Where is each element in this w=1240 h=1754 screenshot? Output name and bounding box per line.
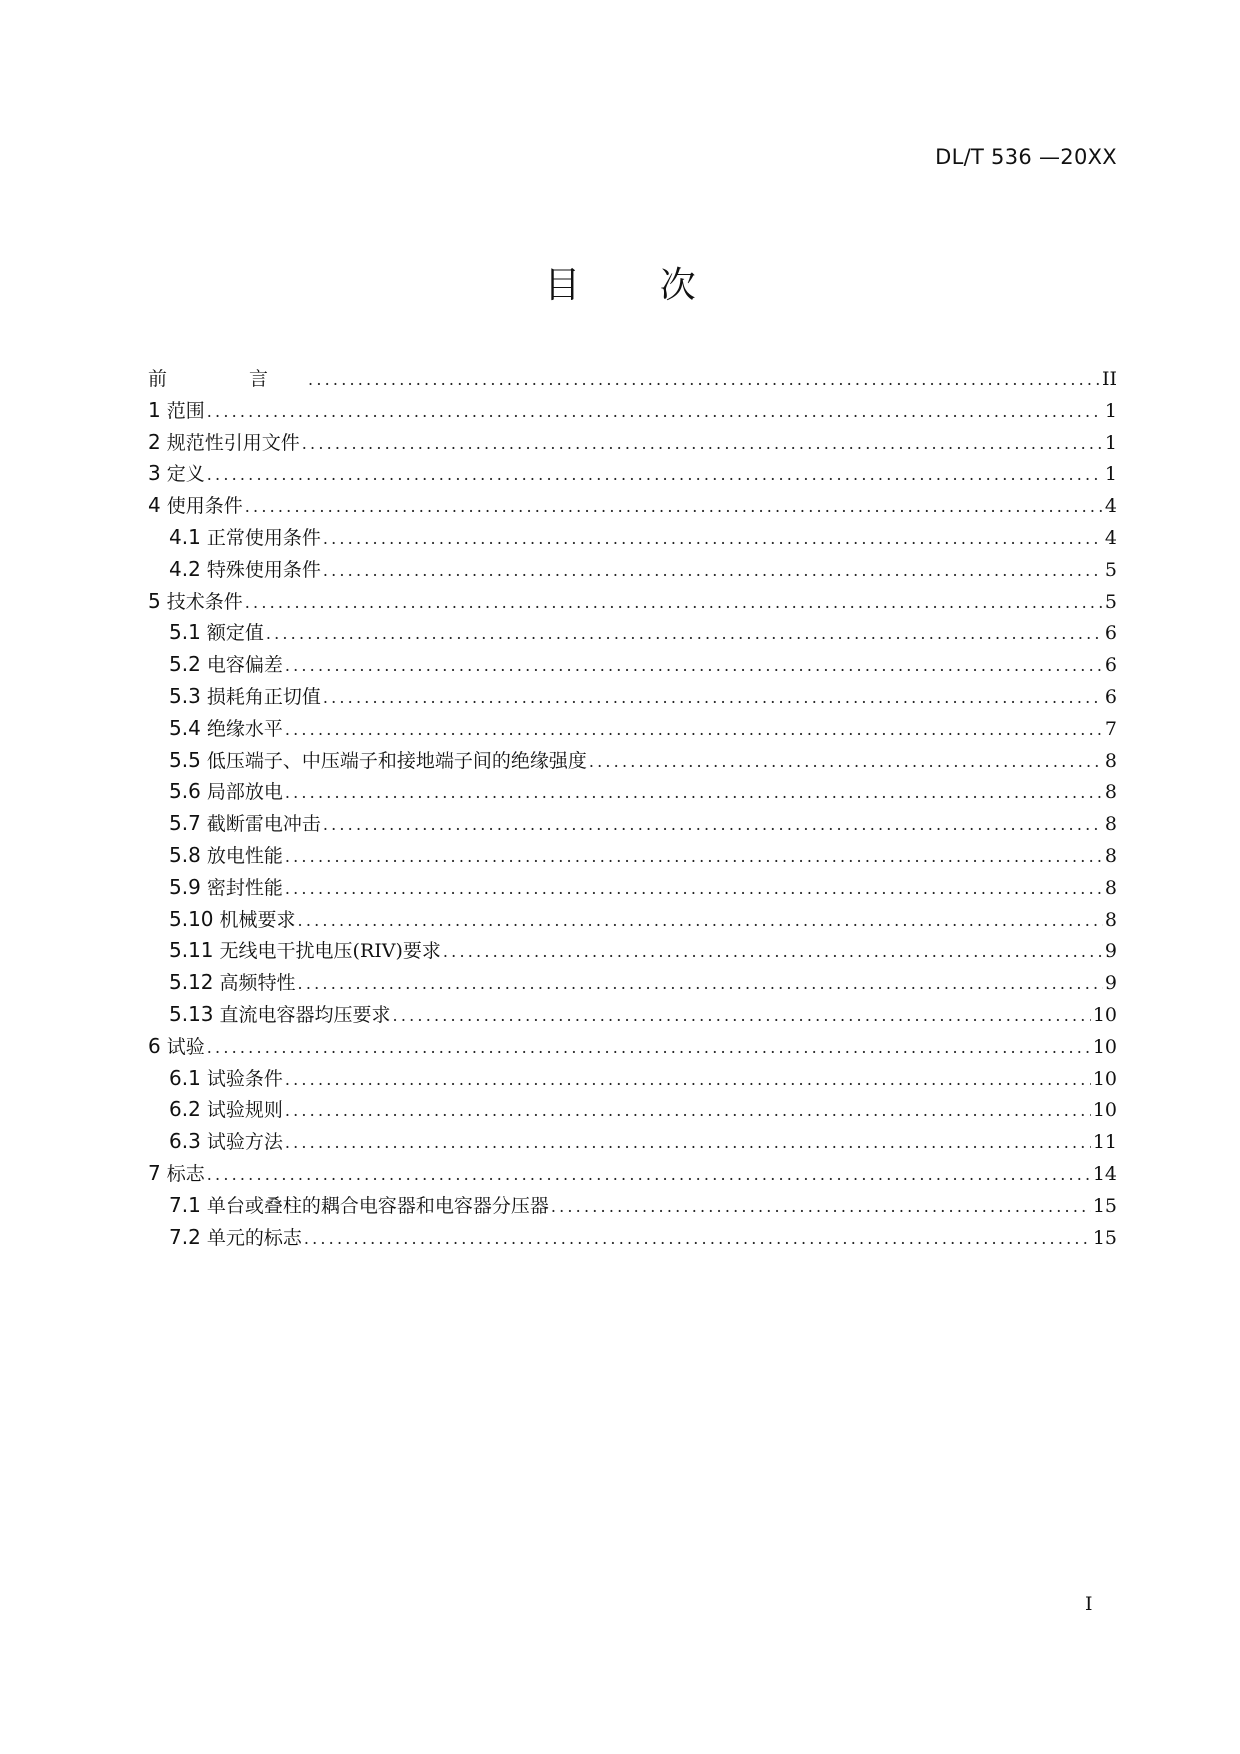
dot-leader xyxy=(308,370,1100,389)
toc-entry-title: 试验方法 xyxy=(206,1131,283,1154)
dot-leader xyxy=(589,752,1103,771)
toc-entry-number: 1 xyxy=(148,397,161,422)
toc-entry[interactable] xyxy=(148,364,1117,396)
toc-entry-number: 5.7 xyxy=(169,811,201,836)
toc-entry[interactable] xyxy=(148,841,1117,873)
toc-entry-number: 5.11 xyxy=(169,938,214,963)
toc-entry-title: 试验条件 xyxy=(206,1067,283,1090)
toc-entry-page: 8 xyxy=(1104,844,1117,867)
dot-leader xyxy=(285,656,1103,675)
toc-entry-number: 4.1 xyxy=(169,524,201,549)
toc-entry[interactable] xyxy=(148,618,1117,650)
toc-entry[interactable] xyxy=(148,555,1117,587)
toc-entry-number: 5.5 xyxy=(169,747,201,772)
toc-entry[interactable] xyxy=(148,1032,1117,1064)
dot-leader xyxy=(298,911,1103,930)
toc-entry-page: 4 xyxy=(1104,495,1117,518)
dot-leader xyxy=(285,879,1103,898)
toc-entry[interactable] xyxy=(148,682,1117,714)
toc-entry-title: 正常使用条件 xyxy=(206,526,321,549)
toc-entry-number: 3 xyxy=(148,461,161,486)
toc-entry-number: 5.12 xyxy=(169,970,214,995)
toc-entry-page: 11 xyxy=(1092,1131,1117,1154)
toc-entry-number: 5.3 xyxy=(169,683,201,708)
toc-entry[interactable] xyxy=(148,777,1117,809)
toc-entry-title: 单台或叠柱的耦合电容器和电容器分压器 xyxy=(206,1194,549,1217)
dot-leader xyxy=(323,815,1103,834)
toc-entry-page: 9 xyxy=(1104,940,1117,963)
toc-entry[interactable] xyxy=(148,1000,1117,1032)
dot-leader xyxy=(285,847,1103,866)
toc-entry[interactable] xyxy=(148,905,1117,937)
toc-entry-title: 试验 xyxy=(166,1035,205,1058)
dot-leader xyxy=(323,529,1103,548)
dot-leader xyxy=(551,1197,1091,1216)
toc-entry[interactable] xyxy=(148,428,1117,460)
toc-entry-page: 7 xyxy=(1104,717,1117,740)
dot-leader xyxy=(323,561,1103,580)
toc-entry-page: 8 xyxy=(1104,876,1117,899)
toc-entry-page: 15 xyxy=(1092,1226,1117,1249)
toc-entry[interactable] xyxy=(148,650,1117,682)
toc-entry-page: 8 xyxy=(1104,908,1117,931)
toc-entry-number: 5.6 xyxy=(169,779,201,804)
toc-entry-page: 8 xyxy=(1104,749,1117,772)
toc-entry-title: 特殊使用条件 xyxy=(206,558,321,581)
toc-entry-number: 5.4 xyxy=(169,715,201,740)
toc-entry-number: 4.2 xyxy=(169,556,201,581)
standard-code: DL/T 536 —20XX xyxy=(935,145,1117,169)
toc-entry[interactable] xyxy=(148,809,1117,841)
toc-entry-title: 高频特性 xyxy=(219,972,296,995)
dot-leader xyxy=(302,434,1103,453)
toc-entry-title: 直流电容器均压要求 xyxy=(219,1003,391,1026)
toc-entry-page: 1 xyxy=(1104,431,1117,454)
dot-leader xyxy=(285,720,1103,739)
toc-entry-page: 5 xyxy=(1104,590,1117,613)
toc-entry-title: 试验规则 xyxy=(206,1099,283,1122)
toc-entry-title: 定义 xyxy=(166,463,205,486)
toc-entry-title: 技术条件 xyxy=(166,590,243,613)
toc-entry-number: 6.1 xyxy=(169,1065,201,1090)
toc-entry-number: 6.3 xyxy=(169,1129,201,1154)
toc-entry-title: 规范性引用文件 xyxy=(166,431,300,454)
toc-entry-page: 6 xyxy=(1104,654,1117,677)
dot-leader xyxy=(207,402,1103,421)
toc-entry-page: 6 xyxy=(1104,622,1117,645)
toc-entry[interactable] xyxy=(148,459,1117,491)
toc-entry[interactable] xyxy=(148,968,1117,1000)
toc-entry-page: 10 xyxy=(1092,1099,1117,1122)
table-of-contents xyxy=(148,364,1117,1254)
toc-entry-title: 额定值 xyxy=(206,622,264,645)
toc-entry-number: 5.2 xyxy=(169,652,201,677)
toc-entry[interactable] xyxy=(148,1223,1117,1255)
toc-entry-number: 7.2 xyxy=(169,1224,201,1249)
dot-leader xyxy=(393,1006,1091,1025)
toc-entry[interactable] xyxy=(148,523,1117,555)
toc-entry[interactable] xyxy=(148,1095,1117,1127)
toc-entry[interactable] xyxy=(148,746,1117,778)
toc-entry-title: 标志 xyxy=(166,1162,205,1185)
toc-entry-number: 7 xyxy=(148,1160,161,1185)
toc-entry-page: 14 xyxy=(1092,1162,1117,1185)
toc-entry[interactable] xyxy=(148,587,1117,619)
toc-entry-title: 局部放电 xyxy=(206,781,283,804)
dot-leader xyxy=(245,497,1103,516)
toc-entry-title: 前 言 xyxy=(148,368,307,390)
toc-entry-page: II xyxy=(1101,368,1117,390)
toc-entry[interactable] xyxy=(148,714,1117,746)
page-title: 目 次 xyxy=(544,265,730,306)
toc-entry-number: 5.9 xyxy=(169,874,201,899)
toc-entry[interactable] xyxy=(148,1159,1117,1191)
toc-entry-number: 7.1 xyxy=(169,1192,201,1217)
toc-entry[interactable] xyxy=(148,491,1117,523)
toc-entry-number: 6 xyxy=(148,1033,161,1058)
dot-leader xyxy=(245,593,1103,612)
toc-entry-title: 电容偏差 xyxy=(206,654,283,677)
toc-entry-title: 无线电干扰电压(RIV)要求 xyxy=(219,940,441,963)
toc-entry-title: 放电性能 xyxy=(206,844,283,867)
toc-entry-page: 10 xyxy=(1092,1067,1117,1090)
dot-leader xyxy=(285,783,1103,802)
toc-entry-number: 5.1 xyxy=(169,620,201,645)
toc-entry-page: 10 xyxy=(1092,1003,1117,1026)
toc-entry-title: 截断雷电冲击 xyxy=(206,813,321,836)
toc-entry-title: 单元的标志 xyxy=(206,1226,302,1249)
toc-entry[interactable] xyxy=(148,873,1117,905)
toc-entry-page: 1 xyxy=(1104,399,1117,422)
toc-entry-page: 10 xyxy=(1092,1035,1117,1058)
toc-entry-page: 9 xyxy=(1104,972,1117,995)
toc-entry-page: 4 xyxy=(1104,526,1117,549)
toc-entry-number: 5.10 xyxy=(169,906,214,931)
toc-entry-title: 损耗角正切值 xyxy=(206,685,321,708)
dot-leader xyxy=(323,688,1103,707)
dot-leader xyxy=(443,942,1103,961)
dot-leader xyxy=(285,1133,1091,1152)
toc-entry[interactable] xyxy=(148,936,1117,968)
toc-entry-title: 低压端子、中压端子和接地端子间的绝缘强度 xyxy=(206,749,587,772)
page-number: I xyxy=(1085,1593,1093,1615)
dot-leader xyxy=(266,624,1103,643)
dot-leader xyxy=(207,465,1103,484)
dot-leader xyxy=(285,1101,1091,1120)
dot-leader xyxy=(207,1165,1091,1184)
toc-entry-page: 1 xyxy=(1104,463,1117,486)
toc-entry[interactable] xyxy=(148,396,1117,428)
toc-entry-number: 2 xyxy=(148,429,161,454)
toc-entry-page: 5 xyxy=(1104,558,1117,581)
dot-leader xyxy=(207,1038,1091,1057)
toc-entry[interactable] xyxy=(148,1127,1117,1159)
toc-entry-number: 5.13 xyxy=(169,1001,214,1026)
toc-entry-number: 4 xyxy=(148,493,161,518)
toc-entry[interactable] xyxy=(148,1191,1117,1223)
toc-entry[interactable] xyxy=(148,1064,1117,1096)
toc-entry-page: 8 xyxy=(1104,781,1117,804)
dot-leader xyxy=(304,1229,1091,1248)
dot-leader xyxy=(298,974,1103,993)
toc-entry-page: 6 xyxy=(1104,685,1117,708)
toc-entry-number: 5 xyxy=(148,588,161,613)
toc-entry-title: 使用条件 xyxy=(166,495,243,518)
toc-entry-title: 机械要求 xyxy=(219,908,296,931)
toc-entry-title: 绝缘水平 xyxy=(206,717,283,740)
toc-entry-number: 6.2 xyxy=(169,1097,201,1122)
dot-leader xyxy=(285,1070,1091,1089)
toc-entry-title: 密封性能 xyxy=(206,876,283,899)
toc-entry-number: 5.8 xyxy=(169,842,201,867)
toc-entry-page: 15 xyxy=(1092,1194,1117,1217)
toc-entry-page: 8 xyxy=(1104,813,1117,836)
toc-entry-title: 范围 xyxy=(166,399,205,422)
